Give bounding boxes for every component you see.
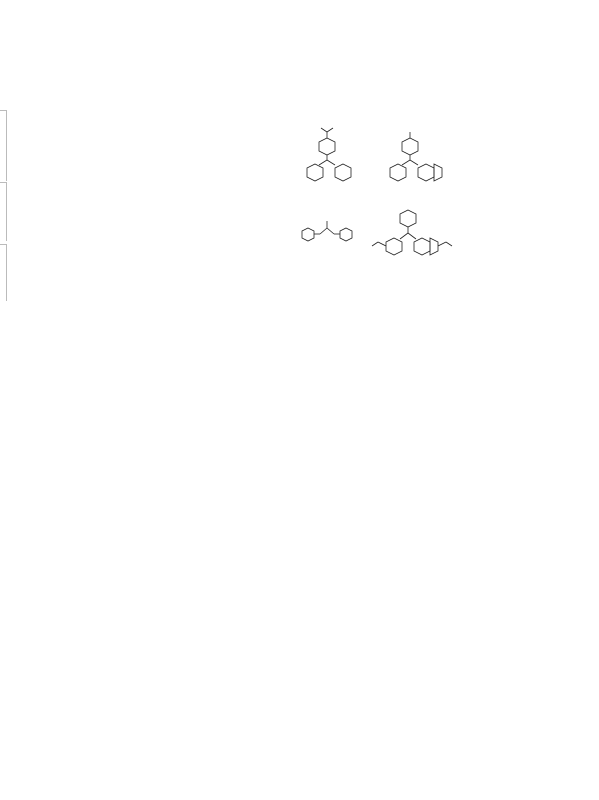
figure-fragment	[0, 244, 7, 301]
basic-blue-26-structure	[390, 132, 442, 181]
basic-blue-7-structure	[372, 210, 452, 255]
figure-fragment	[0, 110, 7, 181]
ms-spectra-figure	[40, 120, 280, 310]
chemical-structures	[280, 120, 490, 300]
guanidine-structure	[302, 221, 352, 241]
figure-fragment	[0, 182, 7, 241]
methyl-violet-structure	[307, 128, 351, 181]
